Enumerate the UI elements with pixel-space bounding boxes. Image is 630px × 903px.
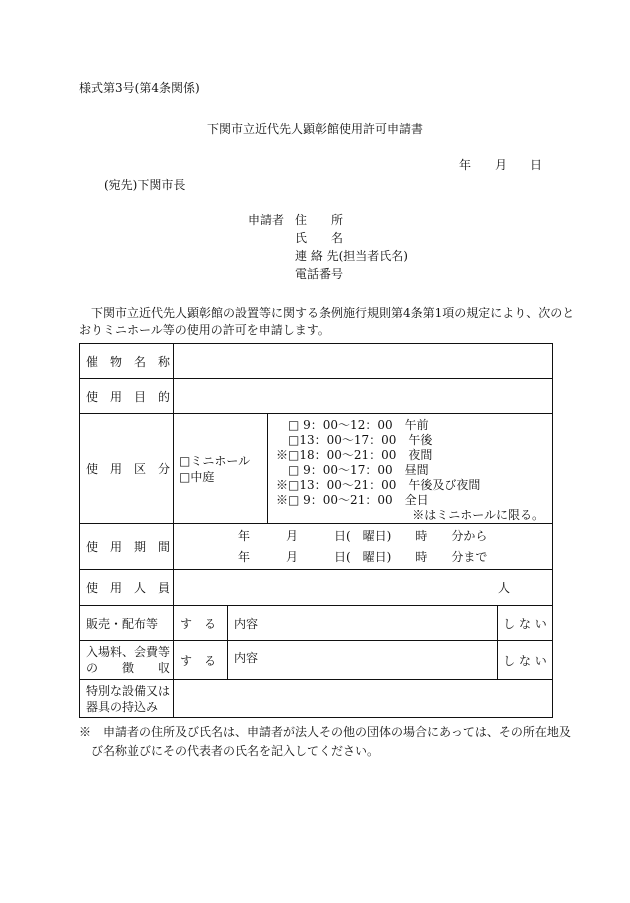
time-slot-option[interactable]: □13：00～17：00 午後 [276, 433, 433, 447]
venue-courtyard-checkbox[interactable]: □中庭 [179, 469, 215, 484]
sales-do-option[interactable]: す る [174, 606, 228, 641]
time-slot-option[interactable]: □ 9：00～12：00 午前 [276, 418, 429, 432]
application-table [79, 343, 553, 718]
applicant-phone-label: 電話番号 [295, 267, 344, 281]
table-row [80, 379, 553, 414]
form-number: 様式第3号(第4条関係) [79, 81, 200, 95]
date-day: 日 [530, 158, 543, 172]
time-slot-option[interactable]: □ 9：00～17：00 昼間 [276, 463, 429, 477]
venue-cell [174, 414, 268, 524]
addressee: (宛先)下関市長 [104, 178, 186, 192]
sales-label: 販売・配布等 [80, 606, 174, 641]
event-name-field[interactable] [174, 344, 553, 379]
applicant-name-label: 氏 名 [295, 231, 344, 245]
period-label: 使 用 期 間 [80, 524, 174, 570]
applicant-label: 申請者 [248, 213, 285, 227]
table-row [80, 524, 553, 570]
time-slot-option[interactable]: ※□ 9：00～21：00 全日 [276, 493, 429, 507]
special-equipment-field[interactable] [174, 680, 553, 718]
sales-content-label: 内容 [234, 616, 259, 631]
form-title: 下関市立近代先人顕彰館使用許可申請書 [206, 122, 423, 136]
date-month: 月 [495, 158, 508, 172]
intro-line-1: 下関市立近代先人顕彰館の設置等に関する条例施行規則第4条第1項の規定により、次のと [91, 306, 575, 320]
purpose-label: 使 用 目 的 [80, 379, 174, 414]
footnote-line-1: ※ 申請者の住所及び氏名は、申請者が法人その他の団体の場合にあっては、その所在地及 [79, 725, 571, 739]
table-row [80, 570, 553, 606]
time-slot-note: ※はミニホールに限る。 [412, 508, 544, 522]
intro-line-2: おりミニホール等の使用の許可を申請します。 [79, 323, 330, 337]
period-from: 年 月 日( 曜日) 時 分から [238, 528, 488, 543]
purpose-field[interactable] [174, 379, 553, 414]
table-row [80, 641, 553, 680]
category-label: 使 用 区 分 [80, 414, 174, 524]
period-field[interactable] [174, 524, 553, 570]
applicant-contact-label: 連 絡 先(担当者氏名) [295, 249, 408, 263]
table-row [80, 344, 553, 379]
special-label-line-2: 器具の持込み [86, 699, 159, 714]
event-name-label: 催 物 名 称 [80, 344, 174, 379]
footnote-line-2: び名称並びにその代表者の氏名を記入してください。 [91, 744, 380, 758]
time-slot-cell [268, 414, 553, 524]
time-slot-option[interactable]: ※□18：00～21：00 夜間 [276, 448, 433, 462]
applicant-address-label: 住 所 [295, 213, 344, 227]
fee-content-field[interactable] [228, 641, 498, 680]
fee-content-label: 内容 [234, 651, 259, 665]
fee-label-line-2: の 徴 収 [86, 661, 171, 675]
fee-do-option[interactable]: す る [174, 641, 228, 680]
venue-mini-hall-checkbox[interactable]: □ミニホール [179, 453, 251, 468]
sales-content-field[interactable] [228, 606, 498, 641]
time-slot-option[interactable]: ※□13：00～21：00 午後及び夜間 [276, 478, 481, 492]
date-year: 年 [459, 158, 472, 172]
fee-label [80, 641, 174, 680]
people-label: 使 用 人 員 [80, 570, 174, 606]
special-label-line-1: 特別な設備又は [86, 683, 171, 698]
table-row [80, 680, 553, 718]
people-unit: 人 [497, 581, 510, 595]
fee-label-line-1: 入場料、会費等 [86, 645, 171, 659]
table-row [80, 606, 553, 641]
fee-not-do-option[interactable]: し な い [498, 641, 553, 680]
special-equipment-label [80, 680, 174, 718]
sales-not-do-option[interactable]: し な い [498, 606, 553, 641]
table-row [80, 414, 553, 524]
period-to: 年 月 日( 曜日) 時 分まで [238, 549, 488, 564]
people-field[interactable] [174, 570, 553, 606]
